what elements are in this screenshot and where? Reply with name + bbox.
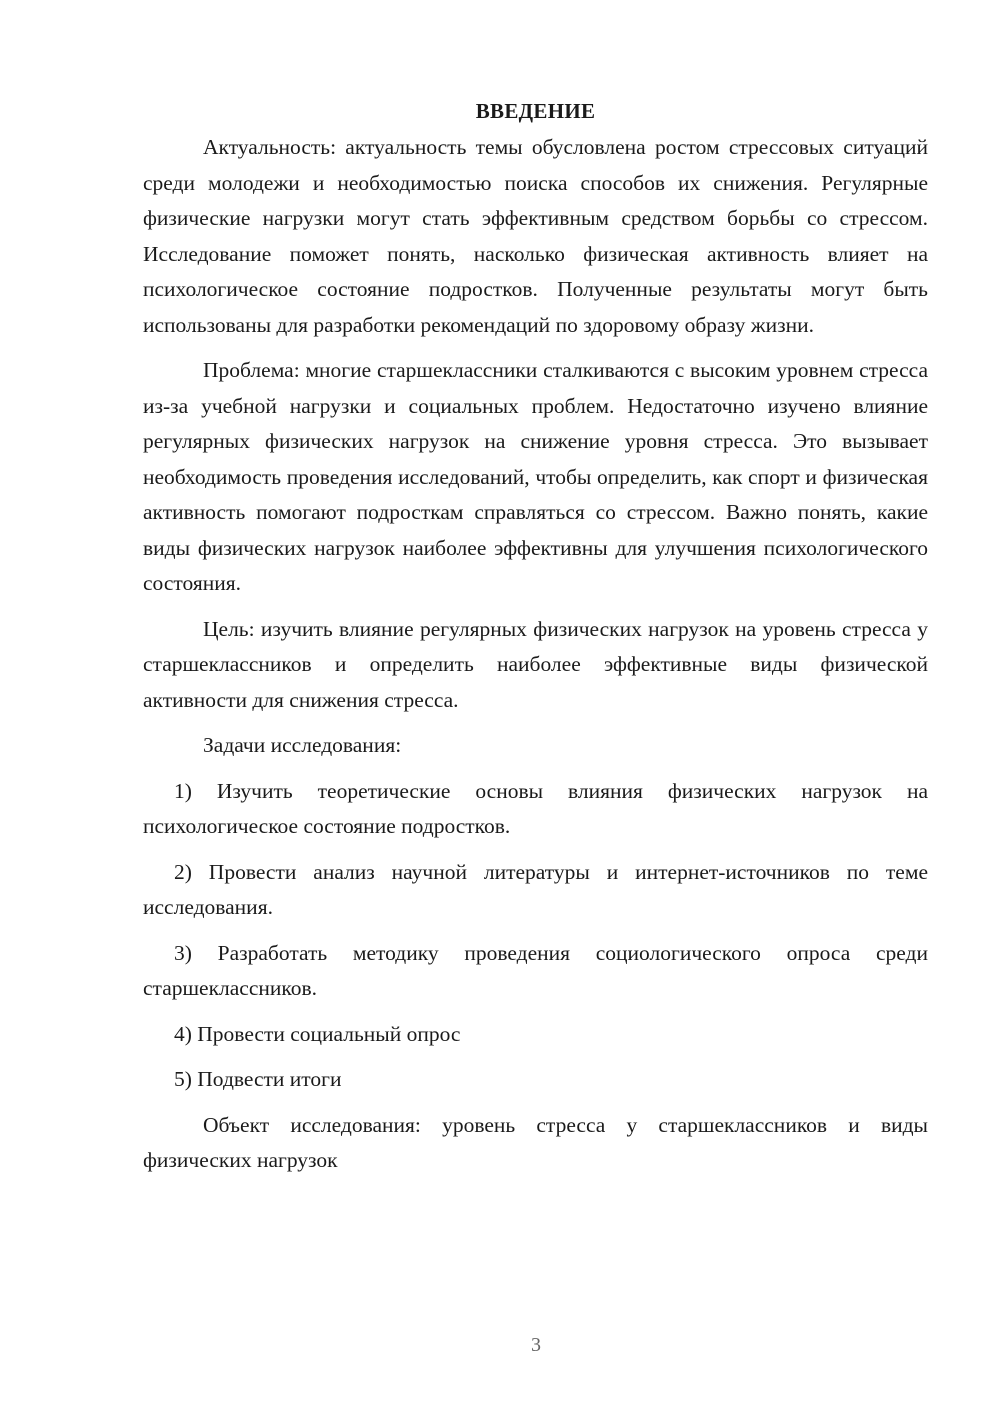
page-content [143, 96, 928, 1189]
problem-paragraph: Проблема: многие старшеклассники сталкиваются с высоким уровнем стресса из-за учебной нагрузки и социальных проблем. Недостаточно изучено влияние регулярных физических нагрузок на снижение уровня стресса. Это вызывает необходимость проведения исследований, чтобы определить, как спорт и физическая активность помогают подросткам справляться со стрессом. Важно понять, какие виды физических нагрузок наиболее эффективны для улучшения психологического состояния. [143, 358, 928, 595]
task-item-2: 2) Провести анализ научной литературы и интернет-источников по теме исследования. [143, 859, 928, 919]
task-item-5: 5) Подвести итоги [174, 1067, 342, 1091]
task-item-4: 4) Провести социальный опрос [174, 1021, 461, 1046]
page-number: 3 [531, 1334, 541, 1356]
tasks-heading: Задачи исследования: [203, 733, 402, 757]
goal-paragraph: Цель: изучить влияние регулярных физических нагрузок на уровень стресса у старшеклассников и определить наиболее эффективные виды физической активности для снижения стресса. [143, 616, 928, 712]
object-paragraph: Объект исследования: уровень стресса у старшеклассников и виды физических нагрузок [143, 1112, 928, 1172]
task-item-3: 3) Разработать методику проведения социологического опроса среди старшеклассников. [143, 940, 928, 1000]
relevance-paragraph: Актуальность: актуальность темы обусловлена ростом стрессовых ситуаций среди молодежи и необходимостью поиска способов их снижения. Регулярные физические нагрузки могут стать эффективным средством борьбы со стрессом. Исследование поможет понять, насколько физическая активность влияет на психологическое состояние подростков. Полученные результаты могут быть использованы для разработки рекомендаций по здоровому образу жизни. [143, 135, 928, 337]
section-title: ВВЕДЕНИЕ [475, 99, 596, 123]
task-item-1: 1) Изучить теоретические основы влияния физических нагрузок на психологическое состояние подростков. [143, 778, 928, 838]
